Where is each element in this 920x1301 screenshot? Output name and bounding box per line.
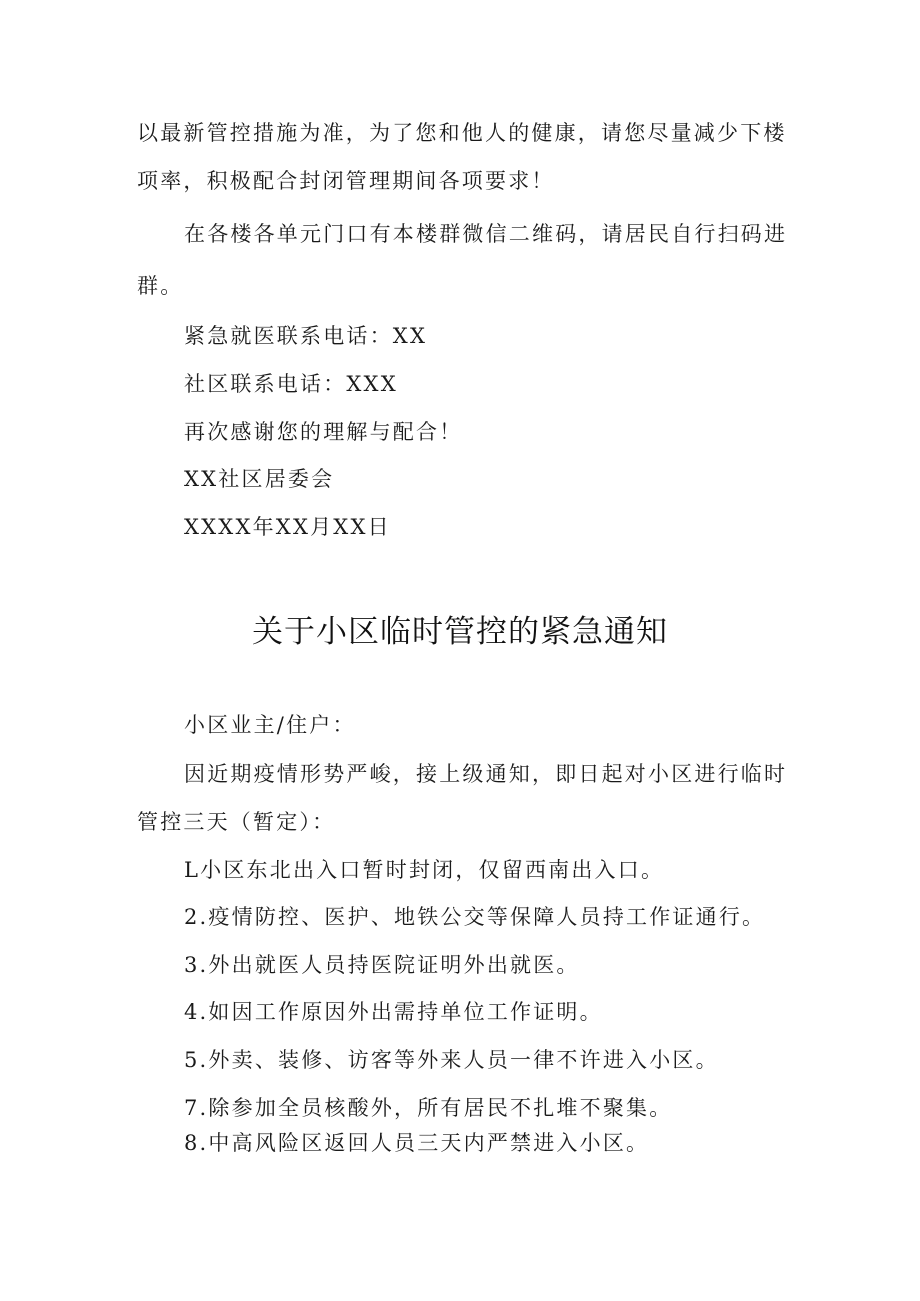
paragraph-line: 因近期疫情形势严峻，接上级通知，即日起对小区进行临时 [184, 762, 788, 786]
emergency-phone: 紧急就医联系电话：XX [184, 324, 428, 348]
salutation: 小区业主/住户： [184, 713, 356, 737]
paragraph-line: 群。 [137, 274, 184, 298]
list-item: L小区东北出入口暂时封闭，仅留西南出入口。 [184, 858, 665, 882]
list-item: 3.外出就医人员持医院证明外出就医。 [184, 953, 580, 977]
paragraph-line: 项率，积极配合封闭管理期间各项要求！ [137, 169, 555, 193]
community-phone: 社区联系电话：XXX [184, 372, 398, 396]
list-item: 8.中高风险区返回人员三天内严禁进入小区。 [184, 1131, 650, 1155]
list-item: 2.疫情防控、医护、地铁公交等保障人员持工作证通行。 [184, 905, 766, 929]
list-item: 5.外卖、装修、访客等外来人员一律不许进入小区。 [184, 1048, 719, 1072]
notice-title: 关于小区临时管控的紧急通知 [252, 614, 668, 650]
paragraph-line: 以最新管控措施为准，为了您和他人的健康，请您尽量减少下楼 [137, 121, 787, 145]
date-line: XXXX年XX月XX日 [184, 515, 391, 539]
list-item: 4.如因工作原因外出需持单位工作证明。 [184, 1000, 603, 1024]
thanks-line: 再次感谢您的理解与配合！ [184, 420, 463, 444]
paragraph-line: 管控三天（暂定）： [137, 810, 336, 834]
signature: XX社区居委会 [184, 467, 335, 491]
list-item: 7.除参加全员核酸外，所有居民不扎堆不聚集。 [184, 1096, 673, 1120]
paragraph-line: 在各楼各单元门口有本楼群微信二维码，请居民自行扫码进 [184, 222, 788, 246]
